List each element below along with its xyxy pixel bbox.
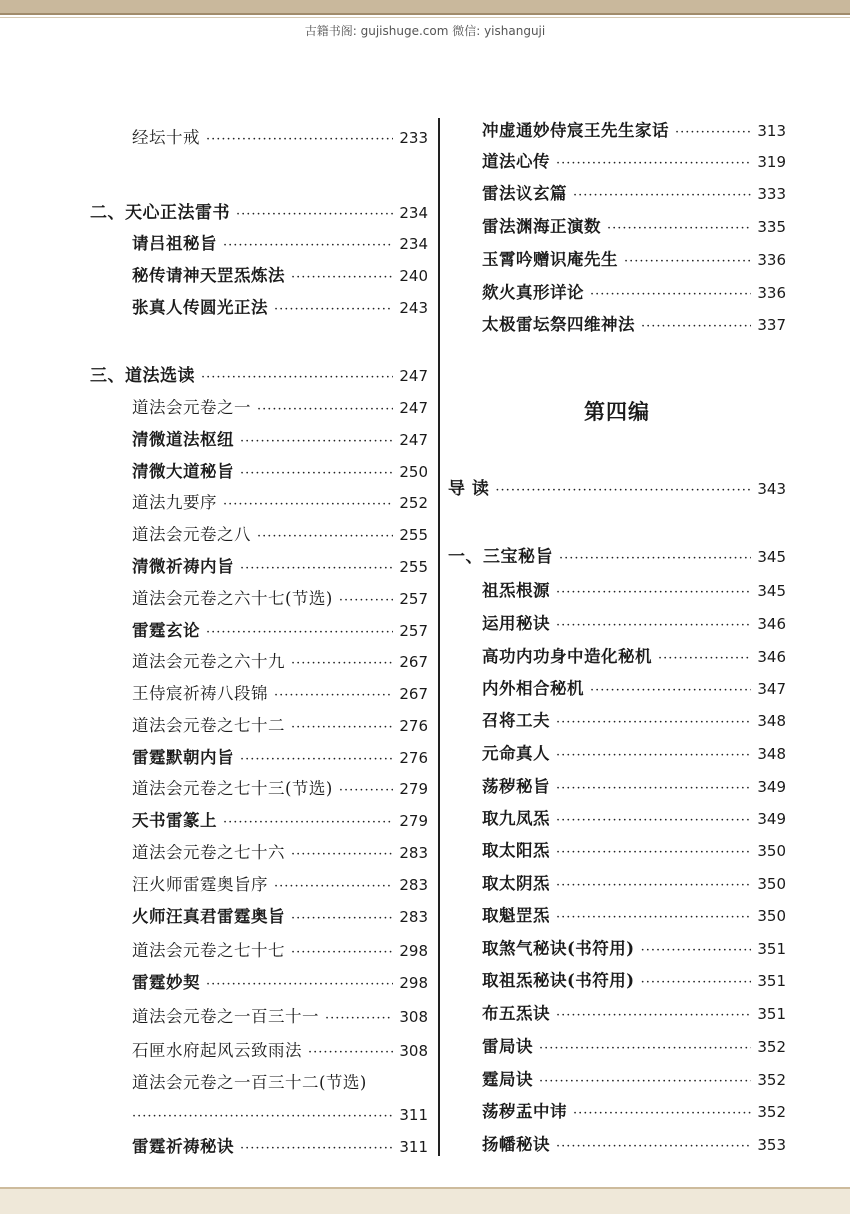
toc-entry: 取魁罡炁 ····· 350	[448, 904, 786, 928]
toc-entry: 道法会元卷之一 ····· 247	[90, 396, 428, 420]
toc-entry: 道法会元卷之七十七 ····· 298	[90, 939, 428, 963]
toc-entry: 内外相合秘机 ····· 347	[448, 677, 786, 701]
toc-entry: 石匣水府起风云致雨法 ····· 308	[90, 1039, 428, 1063]
toc-entry: 运用秘诀 ····· 346	[448, 612, 786, 636]
toc-entry: 元命真人 ····· 348	[448, 742, 786, 766]
toc-entry: 清微祈祷内旨 ····· 255	[90, 555, 428, 579]
toc-entry: 取太阳炁 ····· 350	[448, 839, 786, 863]
toc-entry: 召将工夫 ····· 348	[448, 709, 786, 733]
toc-entry: 雷霆祈祷秘诀 ····· 311	[90, 1135, 428, 1159]
toc-entry: 冲虚通妙侍宸王先生家话 ····· 313	[448, 119, 786, 143]
column-divider	[438, 118, 440, 1156]
toc-entry: 天书雷篆上 ····· 279	[90, 809, 428, 833]
toc-entry: 王侍宸祈祷八段锦 ····· 267	[90, 682, 428, 706]
toc-entry: 祖炁根源 ····· 345	[448, 579, 786, 603]
top-decorative-band	[0, 0, 850, 13]
toc-entry: 清微道法枢纽 ····· 247	[90, 428, 428, 452]
watermark-header: 古籍书阁: gujishuge.com 微信: yishanguji	[304, 24, 546, 38]
toc-entry: 道法会元卷之七十六 ····· 283	[90, 841, 428, 865]
top-rule-thin	[0, 17, 850, 18]
toc-section-heading: 导 读 ····· 343	[448, 477, 786, 501]
toc-entry: 汪火师雷霆奥旨序 ····· 283	[90, 873, 428, 897]
top-rule	[0, 13, 850, 15]
toc-section-heading: 三、道法选读 ····· 247	[90, 364, 428, 388]
bottom-decorative-band	[0, 1187, 850, 1214]
toc-entry: 道法九要序 ····· 252	[90, 491, 428, 515]
toc-entry: 道法会元卷之六十九 ····· 267	[90, 650, 428, 674]
toc-entry: 张真人传圆光正法 ····· 243	[90, 296, 428, 320]
chapter-heading: 第四编	[584, 399, 650, 424]
toc-entry: 取九凤炁 ····· 349	[448, 807, 786, 831]
toc-entry: 道法会元卷之六十七(节选) ····· 257	[90, 587, 428, 611]
toc-entry: 请吕祖秘旨 ····· 234	[90, 232, 428, 256]
toc-entry: 道法会元卷之八 ····· 255	[90, 523, 428, 547]
toc-entry: 取煞气秘诀(书符用) ····· 351	[448, 937, 786, 961]
toc-entry: 秘传请神天罡炁炼法 ····· 240	[90, 264, 428, 288]
toc-entry: 清微大道秘旨 ····· 250	[90, 460, 428, 484]
toc-entry: 雷霆玄论 ····· 257	[90, 619, 428, 643]
toc-entry: 太极雷坛祭四维神法 ····· 337	[448, 313, 786, 337]
toc-entry: 荡秽盂中讳 ····· 352	[448, 1100, 786, 1124]
toc-entry: 扬幡秘诀 ····· 353	[448, 1133, 786, 1157]
toc-section-heading: 一、三宝秘旨 ····· 345	[448, 545, 786, 569]
toc-entry: 雷法渊海正演数 ····· 335	[448, 215, 786, 239]
toc-entry: 道法会元卷之七十二 ····· 276	[90, 714, 428, 738]
toc-entry: 雷霆默朝内旨 ····· 276	[90, 746, 428, 770]
toc-entry: 火师汪真君雷霆奥旨 ····· 283	[90, 905, 428, 929]
toc-entry: 雷霆妙契 ····· 298	[90, 971, 428, 995]
toc-entry: 玉霄吟赠识庵先生 ····· 336	[448, 248, 786, 272]
toc-entry: 雷法议玄篇 ····· 333	[448, 182, 786, 206]
toc-entry: 雷局诀 ····· 352	[448, 1035, 786, 1059]
toc-entry-continuation: ····· 311	[90, 1103, 428, 1127]
toc-entry: 道法心传 ····· 319	[448, 150, 786, 174]
toc-entry: 取太阴炁 ····· 350	[448, 872, 786, 896]
toc-entry: 经坛十戒 ····· 233	[90, 126, 428, 150]
toc-entry: 布五炁诀 ····· 351	[448, 1002, 786, 1026]
toc-entry: 高功内功身中造化秘机 ····· 346	[448, 645, 786, 669]
bottom-rule	[0, 1187, 850, 1189]
toc-entry: 道法会元卷之一百三十二(节选)	[132, 1073, 367, 1092]
toc-entry: 霆局诀 ····· 352	[448, 1068, 786, 1092]
toc-entry: 取祖炁秘诀(书符用) ····· 351	[448, 969, 786, 993]
toc-entry: 道法会元卷之七十三(节选) ····· 279	[90, 777, 428, 801]
toc-section-heading: 二、天心正法雷书 ····· 234	[90, 201, 428, 225]
toc-entry: 道法会元卷之一百三十一 ····· 308	[90, 1005, 428, 1029]
toc-entry: 荡秽秘旨 ····· 349	[448, 775, 786, 799]
toc-entry: 欻火真形详论 ····· 336	[448, 281, 786, 305]
